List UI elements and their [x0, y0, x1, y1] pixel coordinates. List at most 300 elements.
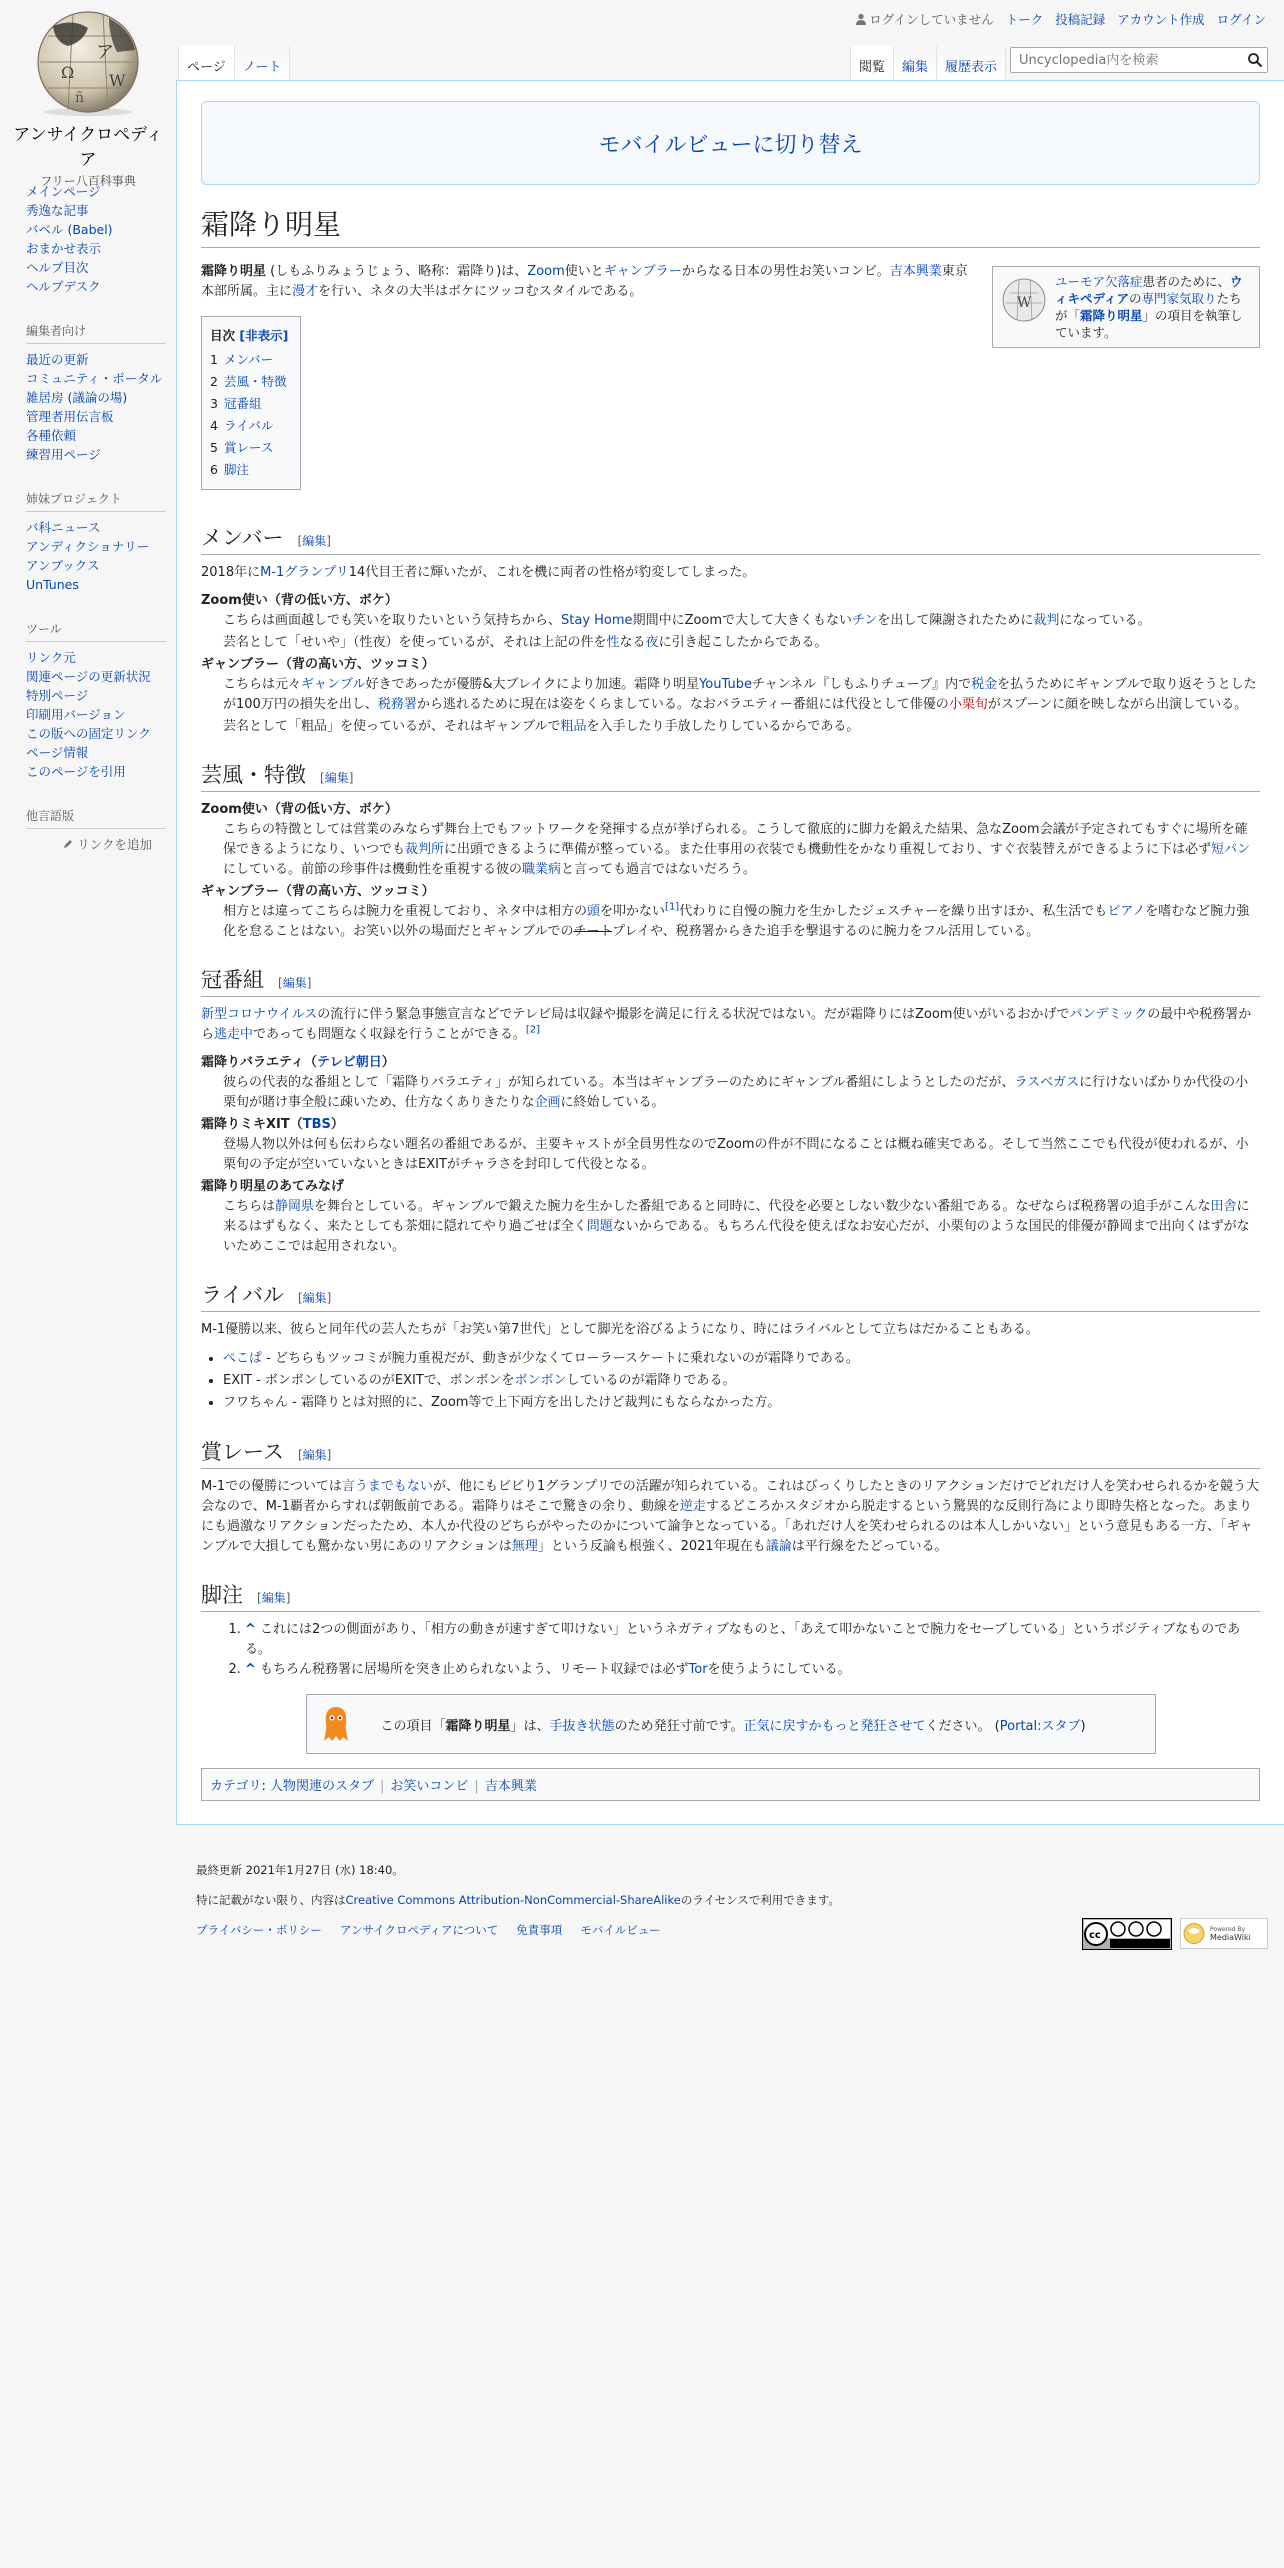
- sz-text-3: にしている。前節の珍事件は機動性を重視する彼の: [223, 862, 523, 877]
- rival-3-text: フワちゃん - 霜降りとは対照的に、Zoom等で上下両方を出したけど裁判にもならなかった方。: [223, 1395, 781, 1410]
- sg-text-5: プレイや、税務署からきた追手を撃退するのに腕力をフル活用している。: [612, 924, 1040, 939]
- sidebar-languages: [26, 807, 176, 853]
- talk-link[interactable]: トーク: [1005, 12, 1044, 27]
- link-iumademonai[interactable]: 言うまでもない: [341, 1479, 433, 1494]
- link-tv-asahi[interactable]: テレビ朝日: [316, 1055, 382, 1070]
- edit-link-awards[interactable]: 編集: [302, 1448, 327, 1462]
- sidebar-tools-item-link-1[interactable]: リンク元: [26, 650, 76, 665]
- toc-item-number: 4: [210, 418, 218, 433]
- stub-text-1: この項目「: [380, 1718, 446, 1734]
- member-gambler-heading: ギャンブラー（背の高い方、ツッコミ）: [201, 657, 435, 672]
- sidebar-nav-item-1: [26, 182, 176, 201]
- sz-text-1: こちらの特徴としては営業のみならず舞台上でもフットワークを発揮する点が挙げられる。こうして徹底的に脚力を鍛えた結果、急なZoom会議が予定されてもすぐに場所を確保できるようになり、いつでも: [223, 822, 1248, 857]
- list-item: [223, 1348, 1260, 1370]
- contribs-link[interactable]: 投稿記録: [1055, 12, 1106, 27]
- view-tabs: [850, 46, 1006, 80]
- link-yoru[interactable]: 夜: [645, 635, 659, 650]
- shows-list: [201, 1053, 1260, 1257]
- edit-link-style[interactable]: 編集: [324, 771, 349, 785]
- sidebar-editors-item-3: [26, 388, 176, 407]
- sidebar-nav-item-link-4[interactable]: おまかせ表示: [26, 241, 102, 256]
- toc-hide-toggle[interactable]: [非表示]: [239, 328, 289, 343]
- section-heading-style: [201, 759, 1260, 792]
- site-logo[interactable]: [8, 6, 168, 189]
- category-link[interactable]: お笑いコンビ: [390, 1779, 469, 1794]
- shows-text-1: の流行に伴う緊急事態宣言などでテレビ局は収録や撮影を満足に行える状況ではない。だが霜降りにはZoom使いがいるおかげで: [317, 1007, 1070, 1022]
- tab-history[interactable]: 履歴表示: [936, 46, 1006, 80]
- category-label-link[interactable]: カテゴリ: [210, 1779, 262, 1794]
- sidebar-tools-item-2: [26, 667, 176, 686]
- toc-item[interactable]: [210, 459, 288, 481]
- sidebar-nav-item-5: [26, 258, 176, 277]
- section-heading-awards: [201, 1436, 1260, 1469]
- link-saiban[interactable]: 裁判: [1033, 613, 1060, 628]
- section-heading-members: [201, 522, 1260, 555]
- mg1-text-4: を払うためにギャンブルで取り返そうとしたが100万円の損失を出し、: [223, 677, 1257, 712]
- show-mikixit-title: 霜降りミキXIT（: [201, 1117, 303, 1132]
- aw-text-3: するどころかスタジオから脱走するという驚異的な反則行為により即時失格となった。あまりにも過激なリアクションだったため、本人か代役のどちらがやったのかについて論争となっている。「あれだけ人を笑わせられるのは本人しかいない」という意見もある一方、「ギャンブルで大損しても驚かない男にあのリアクションは: [201, 1499, 1253, 1554]
- toc-item-number: 1: [210, 352, 218, 367]
- show-variety-desc: [223, 1073, 1260, 1113]
- edit-link-members[interactable]: 編集: [302, 534, 327, 548]
- sidebar-tools-item-link-2[interactable]: 関連ページの更新状況: [26, 669, 151, 684]
- sidebar-sister-item-4: [26, 575, 176, 594]
- aw-text-2: が、他にもビビり1グランプリでの活躍が知られている。これはびっくりしたときのリアクションだけでどれだけ人を笑わせられるかを競う大会なので、M-1覇者からすれば朝飯前である。霜降りはそこで驚きの余り、動線を: [201, 1479, 1260, 1514]
- link-kikaku[interactable]: 企画: [534, 1095, 561, 1110]
- sidebar-editors-item-6: [26, 445, 176, 464]
- show-atemi-heading: 霜降り明星のあてみなげ: [201, 1179, 345, 1194]
- logo-name: アンサイクロペディア: [13, 125, 163, 170]
- link-youtube[interactable]: YouTube: [699, 677, 752, 692]
- mg2-text-2: を入手したり手放したりしているからである。: [586, 719, 860, 734]
- sidebar-nav-item-link-2[interactable]: 秀逸な記事: [26, 203, 89, 218]
- member-zoom-desc-2: [223, 633, 1260, 653]
- sidebar-sister-item-1: [26, 518, 176, 537]
- mg1-text-3: チャンネル『しもふりチューブ』内で: [751, 677, 972, 692]
- link-shizuoka[interactable]: 静岡県: [275, 1199, 315, 1214]
- sidebar-sister-item-link-2[interactable]: アンディクショナリー: [26, 539, 150, 554]
- mg1-text-1: こちらは元々: [223, 677, 302, 692]
- member-zoom-desc-1: [223, 611, 1260, 631]
- sidebar-editors-item-link-3[interactable]: 雑居房 (議論の場): [26, 390, 128, 405]
- sidebar-editors-item-link-1[interactable]: 最近の更新: [26, 352, 89, 367]
- footnote-1-text: これには2つの側面があり、「相方の動きが速すぎて叩けない」というネガティブなものと、「あえて叩かないことで腕力をセーブしている」というポジティブなものである。: [245, 1622, 1241, 1657]
- toc-item-link[interactable]: メンバー: [223, 352, 274, 367]
- sidebar-tools-item-link-5[interactable]: この版への固定リンク: [26, 726, 151, 741]
- wikipedia-notice-box: [992, 266, 1260, 348]
- sidebar-nav-item-4: [26, 239, 176, 258]
- category-separator: |: [474, 1779, 479, 1794]
- sz-text-4: と言っても過言ではないだろう。: [561, 862, 757, 877]
- link-piano[interactable]: ピアノ: [1107, 904, 1146, 919]
- lead-text-4: 東京本部所属。主に: [201, 264, 968, 299]
- sidebar-editors-item-4: [26, 407, 176, 426]
- toc-item-number: 5: [210, 440, 218, 455]
- aw-text-5: は平行線をたどっている。: [791, 1539, 948, 1554]
- notice-link-humor[interactable]: ユーモア欠落症: [1055, 274, 1143, 289]
- license-info: [196, 1892, 1266, 1908]
- sg-text-4: を嗜むなど腕力強化を怠ることはない。お笑い以外の場面だとギャンブルでの: [223, 904, 1250, 939]
- link-tor[interactable]: Tor: [688, 1662, 708, 1677]
- edit-link-notes[interactable]: 編集: [261, 1591, 286, 1605]
- link-las-vegas[interactable]: ラスベガス: [1014, 1075, 1080, 1090]
- sidebar-heading-editors: 編集者向け: [26, 322, 166, 344]
- namespace-tabs: [178, 46, 290, 80]
- link-atama[interactable]: 頭: [587, 904, 601, 919]
- mz2-text-1: 芸名として「せいや」（性夜）を使っているが、それは上記の件を: [223, 635, 607, 650]
- link-covid[interactable]: 新型コロナウイルス: [201, 1007, 318, 1022]
- aw-text-1: M-1での優勝については: [201, 1479, 342, 1494]
- toc-heading: 目次: [210, 328, 236, 343]
- sa-text-3: に来るはずもなく、来たとしても茶畑に隠れてやり過ごせば全く: [223, 1199, 1250, 1234]
- edit-section-awards: [編集]: [297, 1448, 332, 1462]
- rivals-list: [201, 1348, 1260, 1414]
- toc-item-link[interactable]: ライバル: [223, 418, 274, 433]
- search-input[interactable]: [1011, 48, 1231, 72]
- shows-text-2: の最中や税務署から: [201, 1007, 1252, 1042]
- lead-bold-title: 霜降り明星: [201, 264, 267, 279]
- link-pandemic[interactable]: パンデミック: [1069, 1007, 1148, 1022]
- category-links: カテゴリ: 人物関連のスタブ | お笑いコンビ | 吉本興業: [201, 1768, 1260, 1801]
- sidebar-editors-item-link-4[interactable]: 管理者用伝言板: [26, 409, 114, 424]
- section-title-shows: 冠番組: [201, 968, 264, 992]
- wikipedia-notice-text: [1055, 273, 1251, 341]
- show-variety-title: 霜降りバラエティ（: [201, 1055, 317, 1070]
- sidebar-tools-item-4: [26, 705, 176, 724]
- toc-item-number: 6: [210, 462, 218, 477]
- last-modified: 最終更新 2021年1月27日 (水) 18:40。: [196, 1863, 404, 1877]
- sa-text-4: ないからである。もちろん代役を使えばなお安心だが、小栗旬のような国民的俳優が静岡まで出向くはずがないためここでは起用されない。: [223, 1219, 1250, 1254]
- category-link[interactable]: 人物関連のスタブ: [270, 1779, 375, 1794]
- stub-text-2: 」は、: [510, 1718, 550, 1734]
- search-box: [1010, 47, 1268, 73]
- mz1-text-4: になっている。: [1059, 613, 1151, 628]
- tab-page[interactable]: ページ: [178, 46, 234, 80]
- edit-section-style: [編集]: [320, 771, 354, 785]
- aw-text-4: 」という反論も根強く、2021年現在も: [537, 1539, 766, 1554]
- section-heading-notes: [201, 1579, 1260, 1612]
- edit-section-shows: [編集]: [278, 976, 312, 990]
- section-title-style: 芸風・特徴: [201, 763, 306, 787]
- svg-text:W: W: [109, 71, 126, 90]
- toc-item-number: 2: [210, 374, 218, 389]
- toc-title: [210, 325, 288, 347]
- toc-item[interactable]: [210, 371, 288, 393]
- mz2-text-3: に引き起こしたからである。: [658, 635, 828, 650]
- svg-text:ñ: ñ: [75, 90, 85, 106]
- mz1-text-1: こちらは画面越しでも笑いを取りたいという気持ちから、: [223, 613, 562, 628]
- pencil-icon: [63, 839, 73, 849]
- notice-link-wikipedia[interactable]: ウィキペディア: [1055, 274, 1243, 306]
- sidebar-tools-item-link-4[interactable]: 印刷用バージョン: [26, 707, 126, 722]
- link-zeikin[interactable]: 税金: [971, 677, 998, 692]
- sidebar-editors-item-link-2[interactable]: コミュニティ・ポータル: [26, 371, 163, 386]
- tab-edit[interactable]: 編集: [893, 46, 936, 80]
- show-atemi-desc: [223, 1197, 1260, 1257]
- sidebar-editors-item-5: [26, 426, 176, 445]
- lead-link-manzai[interactable]: 漫才: [292, 284, 319, 299]
- svg-text:cc: cc: [1089, 1930, 1101, 1941]
- link-sei[interactable]: 性: [606, 635, 620, 650]
- lead-text-3: からなる日本の男性お笑いコンビ。: [681, 264, 890, 279]
- shows-intro: [201, 1005, 1260, 1045]
- section-heading-shows: [201, 964, 1260, 997]
- main-content: [176, 80, 1284, 1825]
- show-variety-close: ）: [381, 1055, 395, 1070]
- tab-read[interactable]: 閲覧: [850, 46, 893, 80]
- style-gambler-heading: ギャンブラー（背の高い方、ツッコミ）: [201, 884, 435, 899]
- notice-text-1: 患者のために、: [1142, 274, 1231, 289]
- show-mikixit-desc: 登場人物以外は何も伝わらない題名の番組であるが、主要キャストが全員男性なのでZoomの件が不問になることは概ね確実である。そして当然ここでも代役が使われるが、小栗旬の予定が空いていないときはEXITがチャラさを封印して代役となる。: [223, 1137, 1249, 1172]
- link-m1[interactable]: M-1グランプリ: [260, 565, 349, 580]
- member-gambler-desc-2: [223, 717, 1260, 737]
- sv-text-3: に終始している。: [560, 1095, 665, 1110]
- struck-text-cheat: チート: [573, 924, 613, 939]
- members-list: [201, 591, 1260, 737]
- notice-link-experts[interactable]: 専門家気取り: [1141, 291, 1217, 306]
- create-account-link[interactable]: アカウント作成: [1117, 12, 1205, 27]
- svg-text:Powered By: Powered By: [1210, 1926, 1246, 1933]
- puzzle-globe-logo: [13, 6, 163, 118]
- notice-text-3: たちが「: [1055, 291, 1242, 323]
- mz1-text-3: を出して陳謝されたために: [877, 613, 1034, 628]
- svg-text:ア: ア: [96, 42, 114, 63]
- toc-item[interactable]: [210, 393, 288, 415]
- section-title-awards: 賞レース: [201, 1440, 284, 1464]
- sidebar-tools-item-3: [26, 686, 176, 705]
- footer-icons: [1082, 1918, 1268, 1950]
- lead-link-yoshimoto[interactable]: 吉本興業: [889, 264, 942, 279]
- link-soshina[interactable]: 粗品: [560, 719, 587, 734]
- style-zoom-desc: [223, 820, 1260, 880]
- link-zeimusho[interactable]: 税務署: [377, 697, 417, 712]
- sidebar-heading-sister: 姉妹プロジェクト: [26, 490, 166, 512]
- link-inaka[interactable]: 田舎: [1210, 1199, 1237, 1214]
- stub-text: [381, 1715, 1086, 1734]
- show-variety-heading: [201, 1053, 1260, 1073]
- table-of-contents: [201, 316, 301, 490]
- footnote-ref-1[interactable]: [1]: [665, 901, 680, 913]
- sidebar-tools-item-7: [26, 762, 176, 781]
- toc-list: [210, 349, 288, 481]
- sidebar-tools-item-link-7[interactable]: このページを引用: [26, 764, 126, 779]
- user-icon: [855, 13, 867, 25]
- toc-item-link[interactable]: 賞レース: [223, 440, 274, 455]
- mg1-text-2: 好きであったが優勝&大ブレイクにより加速。霜降り明星: [365, 677, 700, 692]
- link-chin[interactable]: チン: [852, 613, 878, 628]
- link-bonbon[interactable]: ボンボン: [514, 1373, 567, 1388]
- login-link[interactable]: ログイン: [1216, 12, 1266, 27]
- footer-link[interactable]: モバイルビュー: [580, 1923, 661, 1937]
- show-mikixit-heading: [201, 1115, 1260, 1135]
- not-logged-in-status: [855, 10, 993, 28]
- rival-2-text-1: EXIT - ボンボンしているのがEXITで、ボンボンを: [223, 1373, 515, 1388]
- section-heading-rivals: [201, 1279, 1260, 1312]
- sidebar-tools: [26, 620, 176, 781]
- sidebar-sister-item-link-4[interactable]: UnTunes: [26, 577, 79, 592]
- sidebar-editors-item-1: [26, 350, 176, 369]
- link-gamble[interactable]: ギャンブル: [301, 677, 366, 692]
- style-gambler-desc: [223, 902, 1260, 942]
- sidebar-tools-item-1: [26, 648, 176, 667]
- section-title-notes: 脚注: [201, 1583, 243, 1607]
- footer-link[interactable]: 免責事項: [516, 1923, 563, 1937]
- svg-text:MediaWiki: MediaWiki: [1210, 1933, 1251, 1942]
- link-shoki[interactable]: 正気に戻すかもっと発狂させて: [743, 1718, 926, 1734]
- sidebar: [26, 182, 176, 879]
- link-oguri-shun[interactable]: 小栗旬: [948, 697, 988, 712]
- add-links[interactable]: [26, 835, 152, 853]
- notice-text-2: の: [1129, 291, 1142, 306]
- sidebar-nav-item-6: [26, 277, 176, 296]
- list-item: [223, 1392, 1260, 1414]
- show-mikixit-close: ）: [330, 1117, 344, 1132]
- link-shokugyobyo[interactable]: 職業病: [522, 862, 562, 877]
- shows-text-3: であっても問題なく収録を行うことができる。: [253, 1027, 526, 1042]
- page-title: 霜降り明星: [201, 203, 1260, 248]
- sidebar-tools-item-6: [26, 743, 176, 762]
- sidebar-sister-item-link-3[interactable]: アンブックス: [26, 558, 100, 573]
- cc-license-badge[interactable]: [1082, 1918, 1172, 1950]
- link-gyakuso[interactable]: 逆走: [679, 1499, 706, 1514]
- stub-text-3: のため発狂寸前です。: [614, 1718, 744, 1734]
- sidebar-sister-item-2: [26, 537, 176, 556]
- link-tbs[interactable]: TBS: [302, 1117, 331, 1132]
- toc-item-link[interactable]: 冠番組: [223, 396, 262, 411]
- sidebar-nav-item-link-6[interactable]: ヘルプデスク: [26, 279, 101, 294]
- link-tosochu[interactable]: 逃走中: [214, 1027, 254, 1042]
- search-icon[interactable]: [1247, 52, 1263, 68]
- sidebar-nav-item-link-5[interactable]: ヘルプ目次: [26, 260, 89, 275]
- sg-text-1: 相方とは違ってこちらは腕力を重視しており、ネタ中は相方の: [223, 904, 588, 919]
- edit-section-notes: [編集]: [257, 1591, 291, 1605]
- stub-bold-title: 霜降り明星: [445, 1718, 511, 1734]
- sidebar-nav-item-link-3[interactable]: バベル (Babel): [26, 222, 113, 237]
- lead-text-2: 使いと: [564, 264, 604, 279]
- toc-item[interactable]: [210, 349, 288, 371]
- link-portal-stub[interactable]: Portal:スタブ: [999, 1718, 1081, 1734]
- members-intro: [201, 563, 1260, 583]
- member-gambler-desc-1: [223, 675, 1260, 715]
- toc-item[interactable]: [210, 415, 288, 437]
- sidebar-sister-item-3: [26, 556, 176, 575]
- link-stay-home[interactable]: Stay Home: [561, 613, 633, 628]
- footnote-2: [245, 1660, 1260, 1680]
- sidebar-sister-item-link-1[interactable]: バ科ニュース: [26, 520, 101, 535]
- sidebar-nav-item-link-1[interactable]: メインページ: [26, 184, 101, 199]
- sa-text-2: を舞台としている。ギャンブルで鍛えた腕力を生かした番組であると同時に、代役を必要としない数少ない番組である。なぜならば税務署の追手がこんな: [314, 1199, 1211, 1214]
- sidebar-nav-item-3: [26, 220, 176, 239]
- sidebar-heading-tools: ツール: [26, 620, 166, 642]
- toc-item-link[interactable]: 芸風・特徴: [223, 374, 287, 389]
- footnote-2-text-2: を使うようにしている。: [707, 1662, 851, 1677]
- link-tenuki[interactable]: 手抜き状態: [549, 1718, 615, 1734]
- add-links-label: リンクを追加: [77, 837, 152, 852]
- link-pekopa[interactable]: ぺこぱ: [223, 1351, 263, 1366]
- rival-1-text: - どちらもツッコミが腕力重視だが、動きが少なくてローラースケートに乗れないのが霜降りである。: [262, 1351, 859, 1366]
- mg1-text-5: から逃れるために現在は姿をくらましている。なおバラエティー番組には代役として俳優の: [416, 697, 949, 712]
- link-giron[interactable]: 議論: [765, 1539, 792, 1554]
- footnote-backlink-2[interactable]: ^: [245, 1662, 256, 1677]
- edit-section-members: [編集]: [297, 534, 331, 548]
- members-text-2: 14代目王者に輝いたが、これを機に両者の性格が豹変してしまった。: [348, 565, 756, 580]
- not-logged-in-label: ログインしていません: [869, 12, 994, 27]
- license-link[interactable]: Creative Commons Attribution-NonCommercial-ShareAlike: [345, 1893, 681, 1907]
- lead-text-5: を行い、ネタの大半はボケにツッコむスタイルである。: [318, 284, 643, 299]
- mg2-text-1: 芸名として「粗品」を使っているが、それはギャンブルで: [223, 719, 561, 734]
- stub-notice: [306, 1694, 1156, 1754]
- sidebar-tools-item-5: [26, 724, 176, 743]
- category-link[interactable]: 吉本興業: [484, 1779, 537, 1794]
- list-item: [223, 1370, 1260, 1392]
- sv-text-2: に行けないばかりか代役の小栗旬が賭け事全般に疎いため、仕方なくありきたりな: [223, 1075, 1249, 1110]
- rival-2-text-2: しているのが霜降りである。: [566, 1373, 736, 1388]
- svg-text:W: W: [1017, 295, 1032, 311]
- footnote-1: [245, 1620, 1260, 1660]
- section-title-rivals: ライバル: [201, 1283, 284, 1307]
- license-text-2: のライセンスで利用できます。: [680, 1893, 840, 1907]
- rivals-intro: M-1優勝以来、彼らと同年代の芸人たちが「お笑い第7世代」として脚光を浴びるようになり、時にはライバルとして立ちはだかることもある。: [201, 1322, 1039, 1337]
- footnote-backlink-1[interactable]: ^: [245, 1622, 256, 1637]
- footer-link[interactable]: アンサイクロペディアについて: [339, 1923, 499, 1937]
- mediawiki-badge[interactable]: [1180, 1918, 1268, 1949]
- notice-link-article[interactable]: 霜降り明星: [1080, 308, 1143, 323]
- edit-link-rivals[interactable]: 編集: [302, 1291, 327, 1305]
- edit-section-rivals: [編集]: [297, 1291, 332, 1305]
- personal-tools: [855, 10, 1266, 28]
- style-list: [201, 800, 1260, 942]
- sidebar-editors: [26, 322, 176, 464]
- member-zoom-heading: Zoom使い（背の低い方、ボケ）: [201, 593, 398, 608]
- link-mondai[interactable]: 問題: [586, 1219, 613, 1234]
- style-zoom-heading: Zoom使い（背の低い方、ボケ）: [201, 802, 398, 817]
- svg-text:Ω: Ω: [61, 63, 75, 82]
- lead-link-gambler[interactable]: ギャンブラー: [603, 264, 682, 279]
- sv-text-1: 彼らの代表的な番組として「霜降りバラエティ」が知られている。本当はギャンブラーのためにギャンブル番組にしようとしたのだが、: [223, 1075, 1015, 1090]
- sidebar-editors-item-2: [26, 369, 176, 388]
- footer-link[interactable]: プライバシー・ポリシー: [196, 1923, 322, 1937]
- footnote-ref-2[interactable]: [2]: [525, 1024, 541, 1036]
- toc-item-link[interactable]: 脚注: [223, 462, 249, 477]
- toc-item[interactable]: [210, 437, 288, 459]
- link-tanpan[interactable]: 短パン: [1211, 842, 1251, 857]
- sz-text-2: に出頭できるように準備が整っている。また仕事用の衣装でも機動性をかなり重視しており、すぐ衣装替えができるように下は必ず: [444, 842, 1212, 857]
- sidebar-editors-item-link-6[interactable]: 練習用ページ: [26, 447, 101, 462]
- footnotes-list: [201, 1620, 1260, 1680]
- sidebar-sister-projects: [26, 490, 176, 594]
- wikipedia-globe-icon: [1001, 277, 1047, 323]
- stub-text-5: ): [1080, 1718, 1086, 1734]
- stub-text-4: ください。 (: [925, 1718, 1000, 1734]
- members-text-1: 2018年に: [201, 565, 261, 580]
- sidebar-editors-item-link-5[interactable]: 各種依頼: [26, 428, 77, 443]
- mz2-text-2: なる: [619, 635, 646, 650]
- link-saibansho[interactable]: 裁判所: [405, 842, 445, 857]
- mg1-text-6: がスプーンに顔を映しながら出演している。: [987, 697, 1248, 712]
- tab-note[interactable]: ノート: [234, 46, 291, 80]
- mobile-view-banner[interactable]: モバイルビューに切り替え: [201, 101, 1260, 185]
- sidebar-heading-languages: 他言語版: [26, 807, 166, 829]
- sidebar-tools-item-link-3[interactable]: 特別ページ: [26, 688, 89, 703]
- logo-tagline: フリー八百科事典: [40, 174, 136, 188]
- sidebar-tools-item-link-6[interactable]: ページ情報: [26, 745, 89, 760]
- notice-text-4: 」の項目を執筆しています。: [1055, 308, 1243, 340]
- awards-paragraph: [201, 1477, 1260, 1557]
- edit-link-shows[interactable]: 編集: [282, 976, 307, 990]
- lead-link-zoom[interactable]: Zoom: [527, 264, 565, 279]
- link-muri[interactable]: 無理: [511, 1539, 538, 1554]
- sidebar-nav-item-2: [26, 201, 176, 220]
